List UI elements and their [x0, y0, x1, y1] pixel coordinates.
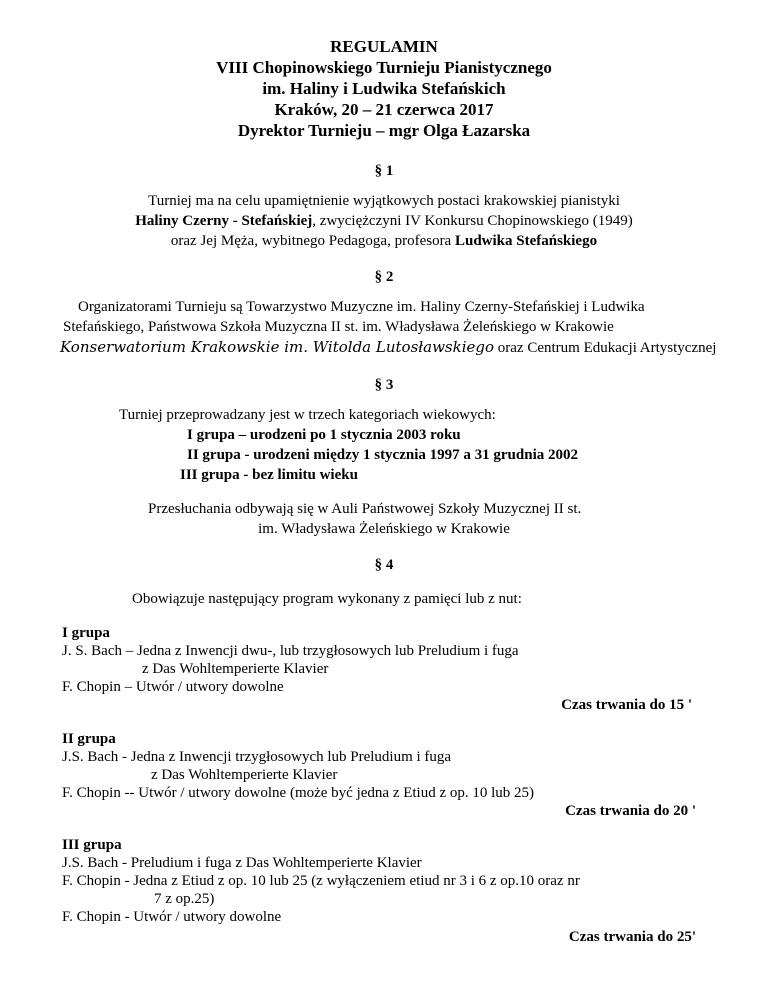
section-2-line-3 [60, 338, 716, 357]
title-regulamin: REGULAMIN [330, 37, 438, 56]
section-1-line-1: Turniej ma na celu upamiętnienie wyjątkowych postaci krakowskiej pianistyki [148, 193, 620, 209]
program-group-3-line-4: F. Chopin - Utwór / utwory dowolne [62, 909, 282, 925]
section-3-intro: Turniej przeprowadzany jest w trzech kategoriach wiekowych: [119, 407, 496, 423]
section-2-line-3-rest: oraz Centrum Edukacji Artystycznej [494, 340, 717, 356]
section-4-mark: § 4 [374, 557, 394, 573]
program-group-1-line-1: J. S. Bach – Jedna z Inwencji dwu-, lub trzygłosowych lub Preludium i fuga [62, 643, 519, 659]
section-1-line-2-rest: , zwyciężczyni IV Konkursu Chopinowskiego (1949) [312, 213, 633, 229]
name-ludwik: Ludwika Stefańskiego [454, 233, 598, 249]
program-group-2-line-3: F. Chopin -- Utwór / utwory dowolne (może być jedna z Etiud z op. 10 lub 25) [62, 785, 535, 801]
section-2-line-2: Stefańskiego, Państwowa Szkoła Muzyczna II st. im. Władysława Żeleńskiego w Krakowie [63, 319, 614, 335]
program-group-2-duration: Czas trwania do 20 ' [565, 803, 696, 819]
program-group-1-duration: Czas trwania do 15 ' [561, 697, 692, 713]
program-group-2-line-2: z Das Wohltemperierte Klavier [151, 767, 338, 783]
section-1-line-3-start: oraz Jej Męża, wybitnego Pedagoga, profesora [170, 233, 455, 249]
conservatory-name: Konserwatorium Krakowskie im. Witolda Lutosławskiego [60, 338, 495, 356]
age-group-1: I grupa – urodzeni po 1 stycznia 2003 roku [187, 427, 461, 443]
title-tournament: VIII Chopinowskiego Turnieju Pianistycznego [216, 58, 552, 77]
venue-line-2: im. Władysława Żeleńskiego w Krakowie [258, 521, 510, 537]
age-group-3: III grupa - bez limitu wieku [180, 467, 358, 483]
name-halina: Haliny Czerny - Stefańskiej [135, 213, 313, 229]
program-group-2-title: II grupa [62, 731, 116, 747]
program-group-3-line-1: J.S. Bach - Preludium i fuga z Das Wohltemperierte Klavier [62, 855, 422, 871]
program-group-1-line-3: F. Chopin – Utwór / utwory dowolne [62, 679, 284, 695]
program-intro: Obowiązuje następujący program wykonany z pamięci lub z nut: [132, 591, 522, 607]
program-group-3-title: III grupa [62, 837, 122, 853]
section-1-line-2 [0, 212, 768, 230]
program-group-3-line-3: 7 z op.25) [154, 891, 215, 907]
title-director: Dyrektor Turnieju – mgr Olga Łazarska [237, 121, 531, 140]
section-1-mark: § 1 [374, 163, 394, 179]
program-group-3-line-2: F. Chopin - Jedna z Etiud z op. 10 lub 25 (z wyłączeniem etiud nr 3 i 6 z op.10 oraz nr [62, 873, 580, 889]
section-2-mark: § 2 [374, 269, 394, 285]
age-group-2: II grupa - urodzeni między 1 stycznia 1997 a 31 grudnia 2002 [187, 447, 578, 463]
section-3-mark: § 3 [374, 377, 394, 393]
program-group-1-title: I grupa [62, 625, 110, 641]
title-patrons: im. Haliny i Ludwika Stefańskich [262, 79, 506, 98]
section-1-line-3 [0, 232, 768, 250]
section-2-line-1: Organizatorami Turnieju są Towarzystwo Muzyczne im. Haliny Czerny-Stefańskiej i Ludwika [78, 299, 645, 315]
title-date: Kraków, 20 – 21 czerwca 2017 [274, 100, 494, 119]
program-group-1-line-2: z Das Wohltemperierte Klavier [142, 661, 329, 677]
program-group-2-line-1: J.S. Bach - Jedna z Inwencji trzygłosowych lub Preludium i fuga [62, 749, 452, 765]
program-group-3-duration: Czas trwania do 25' [568, 929, 696, 945]
venue-line-1: Przesłuchania odbywają się w Auli Państwowej Szkoły Muzycznej II st. [148, 501, 582, 517]
